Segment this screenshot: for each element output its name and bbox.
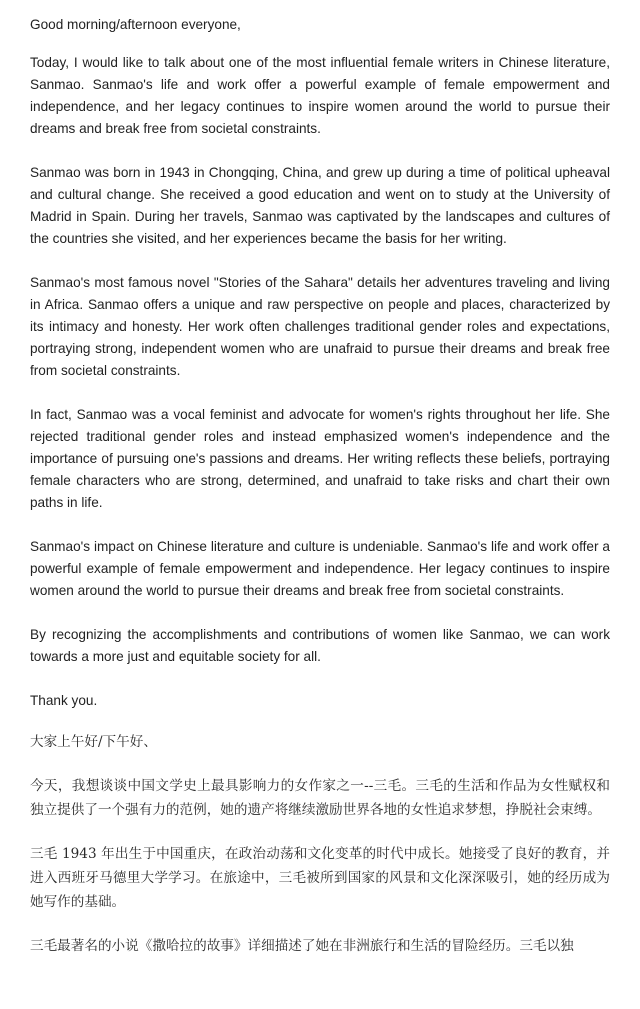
english-paragraph-biography: Sanmao was born in 1943 in Chongqing, China, and grew up during a time of political upheaval and cultural change. She received a good education and went on to study at the University of Madrid in Spain. During her travels, Sanmao was captivated by the landscapes and cultures of the countries she visited, and her experiences became the basis for her writing. [30,165,610,246]
chinese-greeting: 大家上午好/下午好、 [30,734,157,750]
english-paragraph-feminism: In fact, Sanmao was a vocal feminist and advocate for women's rights throughout her life. She rejected traditional gender roles and instead emphasized women's independence and the importance of pursuing one's passions and dreams. Her writing reflects these beliefs, portraying female characters who are strong, determined, and unafraid to take risks and chart their own paths in life. [30,407,610,510]
chinese-section [30,730,610,958]
english-paragraph-conclusion: By recognizing the accomplishments and contributions of women like Sanmao, we can work towards a more just and equitable society for all. [30,627,610,664]
english-greeting: Good morning/afternoon everyone, [30,17,241,32]
english-closing: Thank you. [30,693,98,708]
english-paragraph-intro: Today, I would like to talk about one of the most influential female writers in Chinese literature, Sanmao. Sanmao's life and work offer a powerful example of female empowerment and independence, and her legacy continues to inspire women around the world to pursue their dreams and break free from societal constraints. [30,55,610,136]
english-paragraph-sahara: Sanmao's most famous novel "Stories of the Sahara" details her adventures traveling and living in Africa. Sanmao offers a unique and raw perspective on people and places, characterized by its intimacy and honesty. Her work often challenges traditional gender roles and expectations, portraying strong, independent women who are unafraid to pursue their dreams and break free from societal constraints. [30,275,610,378]
chinese-paragraph-intro: 今天，我想谈谈中国文学史上最具影响力的女作家之一--三毛。三毛的生活和作品为女性赋权和独立提供了一个强有力的范例，她的遗产将继续激励世界各地的女性追求梦想，挣脱社会束缚。 [30,778,610,818]
english-paragraph-impact: Sanmao's impact on Chinese literature and culture is undeniable. Sanmao's life and work offer a powerful example of female empowerment and independence. Her legacy continues to inspire women around the world to pursue their dreams and break free from societal constraints. [30,539,610,598]
chinese-paragraph-biography: 三毛 1943 年出生于中国重庆，在政治动荡和文化变革的时代中成长。她接受了良好的教育，并进入西班牙马德里大学学习。在旅途中，三毛被所到国家的风景和文化深深吸引，她的经历成为她写作的基础。 [30,846,610,910]
chinese-paragraph-sahara: 三毛最著名的小说《撒哈拉的故事》详细描述了她在非洲旅行和生活的冒险经历。三毛以独 [30,938,574,954]
english-section [30,14,610,712]
